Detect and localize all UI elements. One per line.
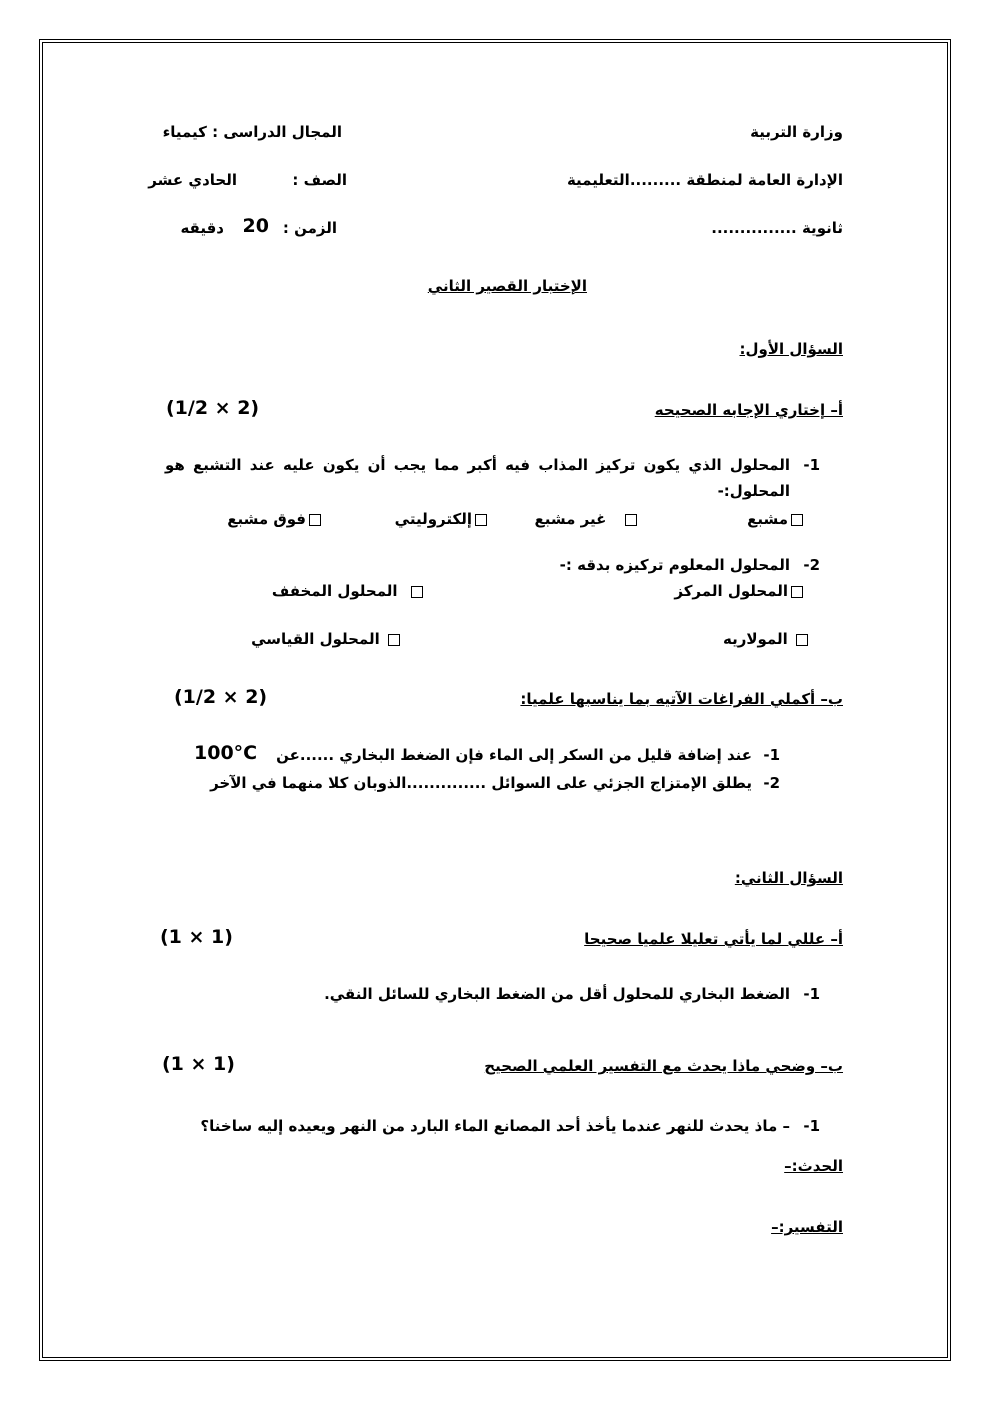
q1-b-item2-number: 2- <box>763 774 780 792</box>
q2-parta-score: (1 × 1) <box>160 926 233 948</box>
q1-parta-score: (1/2 × 2) <box>166 397 260 419</box>
ministry-name: وزارة التربية <box>750 123 843 141</box>
q1-a-item1-text-cont: المحلول:- <box>717 482 790 500</box>
q1-b-item2-text: يطلق الإمتزاج الجزئي على السوائل ..............الذوبان كلا منهما في الآخر <box>210 774 752 792</box>
q2-partb-label: ب– وضحي ماذا يحدث مع التفسير العلمي الصحيح <box>484 1057 843 1075</box>
checkbox-icon <box>411 586 423 598</box>
q1-partb-score: (1/2 × 2) <box>174 686 268 708</box>
school-name: ثانوية ............... <box>711 219 843 237</box>
checkbox-icon <box>388 634 400 646</box>
q1-a-item1-number: 1- <box>803 456 820 474</box>
explanation-label: التفسير:– <box>771 1218 843 1236</box>
q2-b-item1-text: – ماذ يحدث للنهر عندما يأخذ أحد المصانع الماء البارد من النهر ويعيده إليه ساخنا؟ <box>200 1117 790 1135</box>
q2-a-item1-number: 1- <box>803 985 820 1003</box>
q2-b-item1-number: 1- <box>803 1117 820 1135</box>
option-unsaturated[interactable]: غير مشبع <box>534 509 640 529</box>
option-electrolyte[interactable]: إلكتروليتي <box>395 509 490 529</box>
q1-a-item1-text: المحلول الذي يكون تركيز المذاب فيه أكبر مما يجب أن يكون عليه عند التشبع هو <box>164 456 790 474</box>
grade-label: الصف : <box>292 171 347 189</box>
q2-parta-label: أ– عللي لما يأتي تعليلا علميا صحيحا <box>584 930 843 948</box>
checkbox-icon <box>475 514 487 526</box>
q1-b-item1-number: 1- <box>763 746 780 764</box>
time-number: 20 <box>242 215 269 237</box>
q1-parta-label: أ– إختاري الإجابه الصحيحه <box>654 401 843 419</box>
grade-value: الحادي عشر <box>148 171 237 189</box>
q2-partb-score: (1 × 1) <box>162 1053 235 1075</box>
option-concentrated[interactable]: المحلول المركز <box>674 581 806 601</box>
checkbox-icon <box>796 634 808 646</box>
option-molarity[interactable]: المولاريه <box>723 629 811 649</box>
option-supersaturated[interactable]: فوق مشبع <box>227 509 324 529</box>
option-dilute[interactable]: المحلول المخفف <box>272 581 426 601</box>
time-unit: دقيقه <box>180 219 224 237</box>
page-title: الإختبار القصير الثاني <box>427 277 587 295</box>
q2-a-item1-text: الضغط البخاري للمحلول أقل من الضغط البخاري للسائل النقي. <box>324 985 790 1003</box>
subject-field: المجال الدراسى : كيمياء <box>162 123 342 141</box>
temperature-value: 100°C <box>194 742 258 764</box>
time-label: الزمن : <box>282 219 337 237</box>
checkbox-icon <box>625 514 637 526</box>
event-label: الحدث:– <box>784 1157 843 1175</box>
q1-partb-label: ب– أكملي الفراغات الآتيه بما يناسبها علميا: <box>520 690 843 708</box>
checkbox-icon <box>791 514 803 526</box>
q2-title: السؤال الثاني: <box>734 869 843 887</box>
directorate-name: الإدارة العامة لمنطقة .........التعليمية <box>566 171 843 189</box>
checkbox-icon <box>791 586 803 598</box>
option-standard[interactable]: المحلول القياسي <box>251 629 403 649</box>
checkbox-icon <box>309 514 321 526</box>
q1-title: السؤال الأول: <box>739 340 843 358</box>
option-saturated[interactable]: مشبع <box>747 509 806 529</box>
q1-a-item2-text: المحلول المعلوم تركيزه بدقه :- <box>559 556 790 574</box>
q1-a-item2-number: 2- <box>803 556 820 574</box>
q1-b-item1-text: عند إضافة قليل من السكر إلى الماء فإن الضغط البخاري ......عن <box>276 746 752 764</box>
